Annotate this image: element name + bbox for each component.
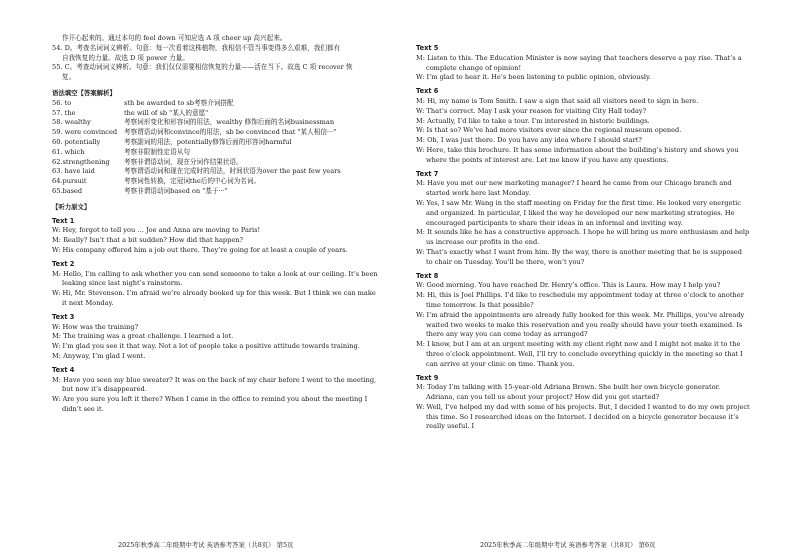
answer-number: 65.based xyxy=(52,186,83,195)
dialogue-line: W: His company offered him a job out there. They’re going for at least a couple of years. xyxy=(52,245,348,254)
dialogue-line: M: Listen to this. The Education Minister is now saying that teachers deserve a pay rise. That’s a complete change of opinion! xyxy=(416,53,742,72)
answer-explanation: 考察非限制性定语从句 xyxy=(124,147,190,156)
answer-explanation: sth be awarded to sb考察介词搭配 xyxy=(124,98,234,107)
dialogue-line: M: Anyway, I’m glad I went. xyxy=(52,351,146,360)
transcript-title: Text 6 xyxy=(416,87,439,96)
dialogue-line: W: How was the training? xyxy=(52,322,139,331)
dialogue-line: W: That’s exactly what I want from him. By the way, there is another meeting that he is supposed to chair on Tuesday. You’ll be there, won’t you? xyxy=(416,247,742,266)
listening-heading: 【听力原文】 xyxy=(52,202,91,211)
transcript-title: Text 1 xyxy=(52,216,75,225)
note-line: 55. C。考查动词词义辨析。句意：我们仅仅需要相信恢复的力量——活在当下。故选 C 项 recover 恢 xyxy=(52,63,353,72)
answer-explanation: the will of sb "某人的意愿" xyxy=(124,108,209,117)
answer-number: 63. have laid xyxy=(52,167,95,176)
dialogue-line: W: Good morning. You have reached Dr. Henry’s office. This is Laura. How may I help you? xyxy=(416,281,721,290)
note-line: 作开心起来的。通过本句的 feel down 可知应选 A 项 cheer up 高兴起来。 xyxy=(62,34,287,42)
dialogue-line: W: I’m afraid the appointments are already fully booked for this week. Mr. Phillips, you’ve already waited two weeks to make this reservation and you really should have your teeth examined. Is there any way you can come today as arranged? xyxy=(416,310,745,339)
answer-number: 61. which xyxy=(52,147,85,156)
dialogue-line: M: Have you seen my blue sweater? It was on the back of my chair before I went to the meeting, but now it’s disappeared. xyxy=(52,375,377,394)
note-line: 复。 xyxy=(62,73,76,82)
answer-explanation: 考察词形变化和形容词的用法，wealthy 修饰后面的名词businessman xyxy=(124,118,335,127)
grammar-answer-list xyxy=(52,99,380,197)
listening-transcripts-left xyxy=(52,217,380,415)
dialogue-line: M: Really? Isn’t that a bit sudden? How did that happen? xyxy=(52,236,244,245)
grammar-answer-row xyxy=(52,128,380,138)
dialogue-line: W: I’m glad you see it that way. Not a lot of people take a positive attitude towards training. xyxy=(52,342,360,351)
transcript-title: Text 4 xyxy=(52,365,75,374)
transcript-title: Text 7 xyxy=(416,169,439,178)
transcript-title: Text 8 xyxy=(416,271,439,280)
grammar-answer-row xyxy=(52,118,380,128)
dialogue-line: M: Actually, I’d like to take a tour. I’m interested in historic buildings. xyxy=(416,116,650,125)
dialogue-line: W: That’s correct. May I ask your reason for visiting City Hall today? xyxy=(416,106,647,115)
page-footer-right: 2025年秋季高二年级期中考试 英语参考答案（共8页） 第6页 xyxy=(480,541,656,549)
transcript-title: Text 2 xyxy=(52,259,75,268)
dialogue-line: M: It sounds like he has a constructive approach. I hope he will bring us more enthusiasm and help us increase our profits in the end. xyxy=(416,228,750,247)
answer-number: 58. wealthy xyxy=(52,118,91,127)
grammar-answer-row xyxy=(52,167,380,177)
note-line: 54. D。考查名词词义辨析。句意：每一次看着这株植物，我相信不管当事变得多么艰难，我们都有 xyxy=(52,43,341,52)
dialogue-line: W: Yes, I saw Mr. Wang in the staff meeting on Friday for the first time. He looked very energetic and organized. In particular, I liked the way he developed our new marketing strategies. He encouraged participants to share their ideas in an informal and inviting way. xyxy=(416,198,741,227)
transcript-title: Text 3 xyxy=(52,312,75,321)
answer-explanation: 考察副词的用法，potentially修饰后面的形容词harmful xyxy=(124,137,292,146)
answer-number: 57. the xyxy=(52,108,76,117)
note-line: 自我恢复的力量。故选 D 项 power 力量。 xyxy=(62,53,189,62)
answer-explanation: 考察非谓语动词，现在分词作结果状语。 xyxy=(124,157,243,166)
dialogue-line: W: Here, take this brochure. It has some information about the building’s history and shows you where the points of interest are. Let me know if you have any questions. xyxy=(416,145,739,164)
grammar-answer-row xyxy=(52,177,380,187)
grammar-answer-row xyxy=(52,99,380,109)
page-footer-left: 2025年秋季高二年级期中考试 英语参考答案（共8页） 第5页 xyxy=(118,541,294,549)
dialogue-line: W: Well, I’ve helped my dad with some of his projects. But, I decided I wanted to do my own project this time. So I researched ideas on the Internet. I decided on a bicycle generator because it’s really useful. I xyxy=(416,402,750,431)
answer-explanation: 考察谓语动词和现在完成时的用法，时间状语为over the past few years xyxy=(124,167,341,176)
grammar-answer-row xyxy=(52,109,380,119)
dialogue-line: M: Hi, this is Joel Phillips. I’d like to reschedule my appointment today at three o’clock to another time tomorrow. Is that possible? xyxy=(416,291,744,309)
answer-number: 56. to xyxy=(52,98,72,107)
dialogue-line: W: Are you sure you left it there? When I came in the office to remind you about the meeting I didn’t see it. xyxy=(52,395,368,413)
answer-explanation: 考察谓语动词和convince的用法，sb be convinced that "某人相信···" xyxy=(124,128,337,137)
dialogue-line: M: I know, but I am at an urgent meeting with my client right now and I might not make it to the three o’clock appointment. Well, I’ll try to conclude everything quickly in the meeting so that I can arrive at your clinic on time. Thank you. xyxy=(416,340,743,368)
dialogue-line: W: Is that so? We’ve had more visitors ever since the regional museum opened. xyxy=(416,126,682,135)
answer-number: 59. were convinced xyxy=(52,128,118,137)
transcript-title: Text 5 xyxy=(416,44,439,52)
dialogue-line: M: The training was a great challenge. I learned a lot. xyxy=(52,332,234,341)
left-top-notes xyxy=(52,34,380,83)
dialogue-line: M: Today I’m talking with 15-year-old Adriana Brown. She built her own bicycle generator. Adriana, can you tell us about your project? How did you get started? xyxy=(416,383,721,402)
dialogue-line: M: Hi, my name is Tom Smith. I saw a sign that said all visitors need to sign in here. xyxy=(416,96,699,105)
dialogue-line: M: Have you met our new marketing manager? I heard he came from our Chicago branch and started work here last Monday. xyxy=(416,179,732,198)
dialogue-line: W: Hi, Mr. Stevenson. I’m afraid we’re already booked up for this week. But I think we can make it next Monday. xyxy=(52,289,376,307)
dialogue-line: M: Hello, I’m calling to ask whether you can send someone to take a look at our ceiling. It’s been leaking since last night’s rainstorm. xyxy=(52,269,378,288)
dialogue-line: W: Hey, forgot to tell you … Joe and Anna are moving to Paris! xyxy=(52,226,261,235)
grammar-answer-row xyxy=(52,138,380,148)
answer-explanation: 考察词性转换，定冠词the后的中心词为名词。 xyxy=(124,177,261,186)
right-page-column xyxy=(416,40,750,432)
grammar-answer-row xyxy=(52,187,380,197)
dialogue-line: M: Oh, I was just there. Do you have any idea where I should start? xyxy=(416,136,642,145)
answer-number: 60. potentially xyxy=(52,137,101,146)
answer-explanation: 考察非谓语动词based on "基于···" xyxy=(124,186,228,195)
grammar-answer-row xyxy=(52,158,380,168)
grammar-heading: 语法填空【答案解析】 xyxy=(52,88,116,97)
answer-number: 62.strengthening xyxy=(52,157,110,166)
transcript-title: Text 9 xyxy=(416,373,439,382)
answer-number: 64.pursuit xyxy=(52,177,87,186)
listening-transcripts-right xyxy=(416,44,750,432)
grammar-answer-row xyxy=(52,148,380,158)
left-page-column xyxy=(52,34,380,415)
dialogue-line: W: I’m glad to hear it. He’s been listening to public opinion, obviously. xyxy=(416,73,651,82)
